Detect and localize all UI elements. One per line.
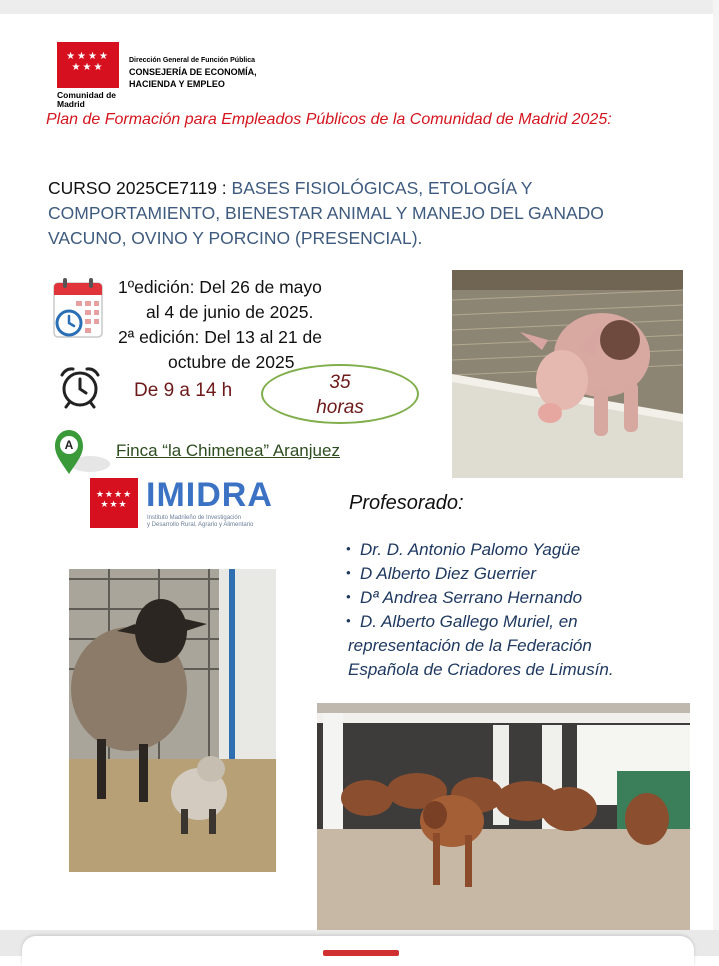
course-title: BASES FISIOLÓGICAS, ETOLOGÍA Y COMPORTAMIENTO, BIENESTAR ANIMAL Y MANEJO DEL GANADO VACUNO, OVINO Y PORCINO (PRESENCIAL). bbox=[48, 178, 604, 248]
edition-1-line-1: 1ºedición: Del 26 de mayo bbox=[118, 277, 322, 297]
location-link[interactable]: Finca “la Chimenea” Aranjuez bbox=[116, 441, 340, 460]
department-line-3: HACIENDA Y EMPLEO bbox=[129, 79, 225, 89]
map-pin-icon bbox=[52, 426, 112, 476]
hours-unit: horas bbox=[316, 397, 364, 418]
pig-photo bbox=[452, 270, 683, 478]
faculty-member-cont-2: Española de Criadores de Limusín. bbox=[348, 660, 614, 679]
logo-caption: Comunidad de Madrid bbox=[57, 90, 117, 109]
calendar-clock-icon bbox=[52, 277, 104, 341]
department-line-1: Dirección General de Función Pública bbox=[129, 57, 256, 64]
course-code: CURSO 2025CE7119 : bbox=[48, 178, 227, 198]
imidra-subtitle-line-1: Instituto Madrileño de Investigación bbox=[147, 515, 242, 521]
faculty-member: • D. Alberto Gallego Muriel, en bbox=[346, 610, 696, 634]
right-edge bbox=[713, 0, 719, 956]
sheep-photo bbox=[69, 569, 276, 872]
imidra-subtitle-line-2: y Desarrollo Rural, Agrario y Alimentario bbox=[147, 522, 254, 528]
hours-number: 35 bbox=[329, 372, 351, 393]
edition-1-line-2: al 4 de junio de 2025. bbox=[146, 302, 314, 322]
bottom-sheet-handle[interactable] bbox=[323, 950, 399, 956]
hours-total bbox=[261, 370, 419, 420]
pin-letter: A bbox=[64, 438, 74, 452]
imidra-subtitle bbox=[147, 515, 307, 529]
department-header bbox=[129, 56, 257, 90]
alarm-clock-icon bbox=[58, 365, 102, 409]
editions-dates bbox=[118, 275, 408, 375]
edition-2-line-2: octubre de 2025 bbox=[168, 352, 295, 372]
faculty-list bbox=[346, 538, 696, 682]
plan-title: Plan de Formación para Empleados Públicos de la Comunidad de Madrid 2025: bbox=[46, 111, 612, 128]
imidra-name: IMIDRA bbox=[146, 476, 273, 514]
edition-2-line-1: 2ª edición: Del 13 al 21 de bbox=[118, 327, 322, 347]
faculty-member: • D Alberto Diez Guerrier bbox=[346, 562, 696, 586]
comunidad-madrid-logo bbox=[57, 42, 119, 88]
faculty-title: Profesorado: bbox=[349, 492, 464, 514]
imidra-logo-mark bbox=[90, 478, 138, 528]
faculty-member: • Dr. D. Antonio Palomo Yagüe bbox=[346, 538, 696, 562]
cattle-photo bbox=[317, 703, 690, 931]
course-heading bbox=[48, 176, 658, 251]
faculty-member: • Dª Andrea Serrano Hernando bbox=[346, 586, 696, 610]
stars-icon: ★★★★ ★★★ bbox=[66, 51, 110, 73]
schedule-time: De 9 a 14 h bbox=[134, 380, 233, 401]
faculty-member-cont-1: representación de la Federación bbox=[348, 636, 592, 655]
stars-icon: ★★★★ ★★★ bbox=[95, 489, 133, 509]
top-bar bbox=[0, 0, 719, 14]
department-line-2: CONSEJERÍA DE ECONOMÍA, bbox=[129, 67, 257, 77]
